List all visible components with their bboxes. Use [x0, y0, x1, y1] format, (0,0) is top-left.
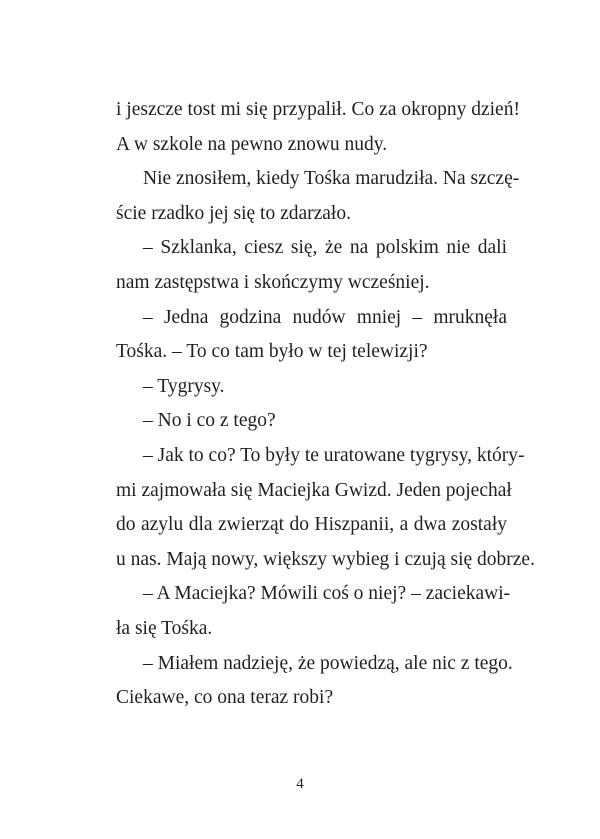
text-line: ła się Tośka.: [116, 617, 213, 639]
text-line: Tośka. – To co tam było w tej telewizji?: [116, 341, 428, 363]
text-line: – Tygrysy.: [143, 375, 225, 397]
page-number: 4: [296, 776, 304, 792]
text-line: i jeszcze tost mi się przypalił. Co za okropny dzień!: [116, 99, 520, 120]
body-text: [116, 93, 535, 716]
text-line: nam zastępstwa i skończymy wcześniej.: [116, 271, 430, 293]
text-line: – No i co z tego?: [143, 410, 276, 432]
text-line: – Miałem nadzieję, że powiedzą, ale nic z tego.: [143, 652, 513, 674]
text-line: Ciekawe, co ona teraz robi?: [116, 687, 334, 709]
text-line: – Jak to co? To były te uratowane tygrysy, który-: [143, 444, 525, 466]
text-line: – A Maciejka? Mówili coś o niej? – zaciekawi-: [143, 583, 511, 605]
text-line: – Jedna godzina nudów mniej – mruknęła: [143, 306, 507, 328]
text-line: – Szklanka, ciesz się, że na polskim nie dali: [143, 237, 507, 259]
text-line: u nas. Mają nowy, większy wybieg i czują się dobrze.: [116, 548, 535, 570]
text-line: A w szkole na pewno znowu nudy.: [116, 133, 388, 155]
text-line: ście rzadko jej się to zdarzało.: [116, 202, 351, 224]
text-line: Nie znosiłem, kiedy Tośka marudziła. Na szczę-: [143, 168, 520, 190]
text-line: do azylu dla zwierząt do Hiszpanii, a dwa zostały: [116, 514, 507, 536]
text-line: mi zajmowała się Maciejka Gwizd. Jeden pojechał: [116, 479, 512, 501]
